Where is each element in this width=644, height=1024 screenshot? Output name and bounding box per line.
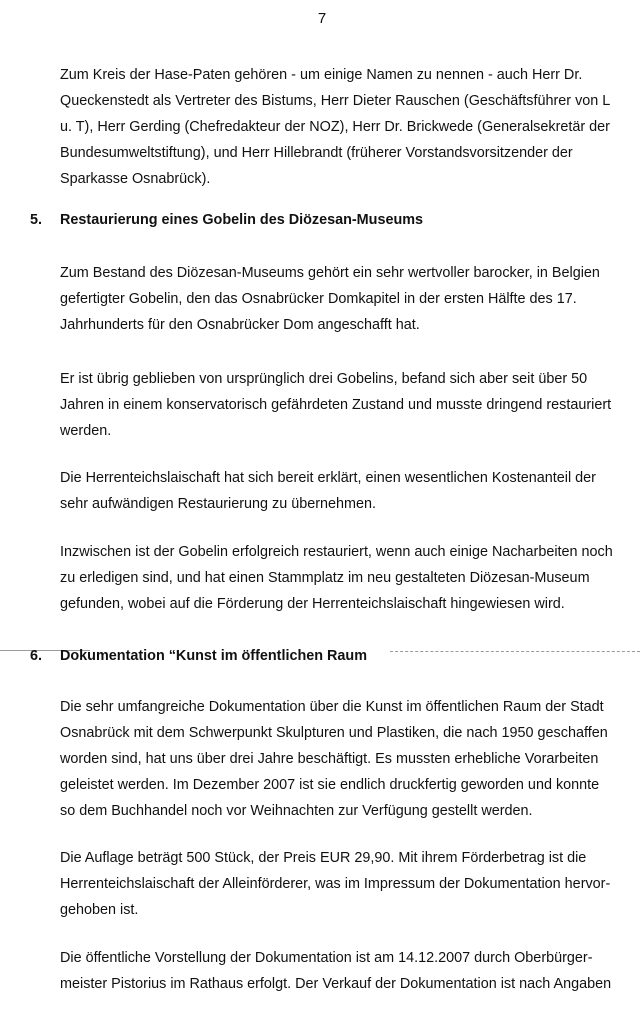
text-line: Zum Bestand des Diözesan-Museums gehört ein sehr wertvoller barocker, in Belgien [60,265,600,281]
text-line: Die Herrenteichslaischaft hat sich bereit erklärt, einen wesentlichen Kostenanteil der [60,470,596,486]
section-5-paragraph-4 [60,539,625,617]
section-6-title: Dokumentation “Kunst im öffentlichen Raum [60,648,368,664]
section-5-heading [30,212,423,228]
text-line: gefunden, wobei auf die Förderung der Herrenteichslaischaft hingewiesen wird. [60,596,565,612]
text-line: Die sehr umfangreiche Dokumentation über die Kunst im öffentlichen Raum der Stadt [60,699,604,715]
text-line: Queckenstedt als Vertreter des Bistums, Herr Dieter Rauschen (Geschäftsführer von L [60,93,611,109]
text-line: zu erledigen sind, und hat einen Stammplatz im neu gestalteten Diözesan-Museum [60,570,590,586]
text-line: Osnabrück mit dem Schwerpunkt Skulpturen und Plastiken, die nach 1950 geschaffen [60,725,608,741]
text-line: Sparkasse Osnabrück). [60,171,211,187]
section-5-number: 5. [30,212,43,228]
text-line: Jahren in einem konservatorisch gefährdeten Zustand und musste dringend restauriert [60,397,612,413]
text-line: gefertigter Gobelin, den das Osnabrücker Domkapitel in der ersten Hälfte des 17. [60,291,577,307]
section-6-heading [30,648,367,664]
section-6-paragraph-2 [60,845,625,923]
text-line: Inzwischen ist der Gobelin erfolgreich restauriert, wenn auch einige Nacharbeiten noch [60,544,613,560]
scan-artifact-line [390,651,640,652]
text-line: Die Auflage beträgt 500 Stück, der Preis EUR 29,90. Mit ihrem Förderbetrag ist die [60,850,587,866]
text-line: Jahrhunderts für den Osnabrücker Dom angeschafft hat. [60,317,420,333]
text-line: sehr aufwändigen Restaurierung zu übernehmen. [60,496,376,512]
section-6-paragraph-3 [60,945,625,997]
text-line: werden. [60,423,112,439]
intro-paragraph [60,62,625,192]
text-line: Zum Kreis der Hase-Paten gehören - um einige Namen zu nennen - auch Herr Dr. [60,67,583,83]
text-line: Herrenteichslaischaft der Alleinförderer, was im Impressum der Dokumentation hervor- [60,876,611,892]
section-5-paragraph-3 [60,465,625,517]
text-line: geleistet werden. Im Dezember 2007 ist sie endlich druckfertig geworden und konnte [60,777,600,793]
page-number: 7 [317,10,327,27]
section-6-paragraph-1 [60,694,625,824]
text-line: gehoben ist. [60,902,139,918]
text-line: Er ist übrig geblieben von ursprünglich drei Gobelins, befand sich aber seit über 50 [60,371,588,387]
text-line: Bundesumweltstiftung), und Herr Hillebrandt (früherer Vorstandsvorsitzender der [60,145,573,161]
text-line: Die öffentliche Vorstellung der Dokumentation ist am 14.12.2007 durch Oberbürger- [60,950,593,966]
section-5-paragraph-2 [60,366,625,444]
section-5-title: Restaurierung eines Gobelin des Diözesan-Museums [60,212,424,228]
text-line: so dem Buchhandel noch vor Weihnachten zur Verfügung gestellt werden. [60,803,533,819]
text-line: worden sind, hat uns über drei Jahre beschäftigt. Es mussten erhebliche Vorarbeiten [60,751,599,767]
text-line: meister Pistorius im Rathaus erfolgt. Der Verkauf der Dokumentation ist nach Angaben [60,976,612,992]
section-5-paragraph-1 [60,260,625,338]
text-line: u. T), Herr Gerding (Chefredakteur der NOZ), Herr Dr. Brickwede (Generalsekretär der [60,119,610,135]
section-6-number: 6. [30,648,43,664]
